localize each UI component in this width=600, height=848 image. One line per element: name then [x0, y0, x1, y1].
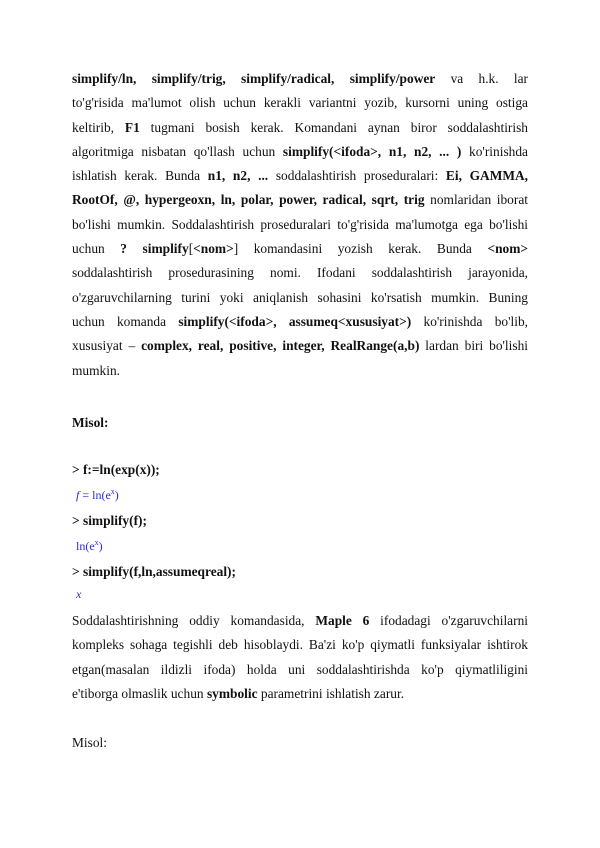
text-run: xususiyat –: [72, 338, 142, 354]
text-run: [136, 71, 151, 86]
paragraph-symbolic: [72, 609, 528, 706]
text-line: [72, 164, 528, 188]
output-lhs: f: [76, 488, 80, 502]
text-run: algoritmiga nisbatan qo'llash uchun: [72, 143, 283, 159]
text-run: [334, 71, 349, 86]
text-run: simplify/radical,: [241, 71, 335, 86]
output-close: ): [114, 488, 119, 502]
text-run: simplify/power: [349, 71, 436, 86]
example-heading-1: Misol:: [72, 415, 109, 430]
text-run: ko'rinishda bo'lib,: [411, 313, 528, 329]
output-sup: x: [94, 538, 99, 547]
text-run: simplify/ln,: [72, 71, 137, 86]
text-run: simplify(<ifoda>, assumeq<xususiyat>): [178, 313, 412, 329]
text-run: kompleks sohaga tegishli deb hisoblaydi. Ba'zi ko'p qiymatli funksiyalar ishtirok: [72, 637, 528, 653]
text-run: mumkin.: [72, 362, 120, 378]
output-e: e: [105, 488, 111, 502]
text-run: <nom>: [487, 241, 528, 257]
text-run: parametrini ishlatish zarur.: [257, 685, 405, 701]
maple-output-2: [76, 538, 103, 554]
text-run: Soddalashtirishning oddiy komandasida,: [72, 613, 316, 628]
text-line: [72, 237, 528, 261]
text-run: va h.k. lar: [435, 71, 529, 86]
paragraph-simplify-options: [72, 67, 528, 383]
text-line: [72, 188, 528, 212]
maple-command-2: [72, 513, 147, 529]
text-run: [: [188, 241, 194, 257]
text-run: keltirib,: [72, 119, 125, 135]
text-run: simplify(<ifoda>, n1, n2, ... ): [282, 143, 462, 159]
text-run: ishlatish kerak. Bunda: [72, 168, 208, 184]
text-run: n1, n2, ...: [207, 168, 269, 184]
text-run: ? simplify: [120, 241, 189, 257]
text-run: soddalashtirish proseduralari:: [268, 168, 446, 184]
text-line: [72, 334, 528, 358]
text-line: [72, 658, 528, 682]
example-heading-2: Misol:: [72, 735, 107, 750]
text-run: ] komandasini yozish kerak. Bunda: [233, 241, 488, 257]
text-run: uchun komanda: [72, 313, 179, 329]
text-run: to'g'risida ma'lumot olish uchun kerakli variantni yozib, kursorni uning ostiga: [72, 95, 528, 111]
text-line: [72, 310, 528, 334]
text-line: [72, 91, 528, 115]
text-run: Maple 6: [315, 613, 370, 628]
text-line: [72, 286, 528, 310]
text-run: <nom>: [193, 241, 234, 257]
text-run: ifodadagi o'zgaruvchilarni: [369, 613, 528, 628]
text-line: [72, 213, 528, 237]
text-run: [226, 71, 241, 86]
text-run: simplify/trig,: [151, 71, 226, 86]
output-e: e: [89, 539, 95, 553]
text-line: [72, 682, 528, 706]
text-line: [72, 359, 528, 383]
output-close: ): [98, 539, 103, 553]
text-run: Ei, GAMMA,: [445, 168, 528, 184]
text-run: ko'rinishda: [461, 143, 528, 159]
command-text: > f:=ln(exp(x));: [72, 462, 160, 477]
output-ln: ln(: [76, 539, 90, 553]
text-run: nomlaridan iborat: [424, 192, 528, 208]
text-line: [72, 633, 528, 657]
text-line: [72, 67, 528, 91]
text-run: symbolic: [206, 685, 258, 701]
maple-command-3: [72, 564, 236, 580]
text-run: uchun: [72, 241, 121, 257]
text-line: [72, 261, 528, 285]
maple-command-1: [72, 462, 160, 478]
text-run: etgan(masalan ildizli ifoda) holda uni soddalashtirishda ko'p qiymatliligini: [72, 661, 528, 677]
command-text: > simplify(f,ln,assumeqreal);: [72, 564, 236, 579]
output-x: x: [76, 587, 82, 601]
text-line: [72, 116, 528, 140]
maple-output-3: [76, 587, 81, 602]
output-eq: = ln(: [79, 488, 106, 502]
text-run: o'zgaruvchilarning turini yoki aniqlanish sohasini ko'rsatish mumkin. Buning: [72, 289, 528, 305]
text-run: e'tiborga olmaslik uchun: [72, 685, 207, 701]
maple-output-1: [76, 487, 119, 503]
text-run: F1: [124, 119, 140, 135]
text-line: [72, 609, 528, 633]
text-run: bo'lishi mumkin. Soddalashtirish proseduralari to'g'risida ma'lumotga ega bo'lishi: [72, 216, 528, 232]
text-line: [72, 140, 528, 164]
text-run: lardan biri bo'lishi: [419, 338, 529, 354]
text-run: complex, real, positive, integer, RealRange(a,b): [141, 338, 420, 354]
command-text: > simplify(f);: [72, 513, 147, 528]
text-run: RootOf, @, hypergeoxn, ln, polar, power, radical, sqrt, trig: [72, 192, 425, 208]
output-sup: x: [110, 487, 115, 496]
text-run: tugmani bosish kerak. Komandani aynan biror soddalashtirish: [139, 119, 529, 135]
text-run: soddalashtirish prosedurasining nomi. Ifodani soddalashtirish jarayonida,: [72, 265, 528, 281]
